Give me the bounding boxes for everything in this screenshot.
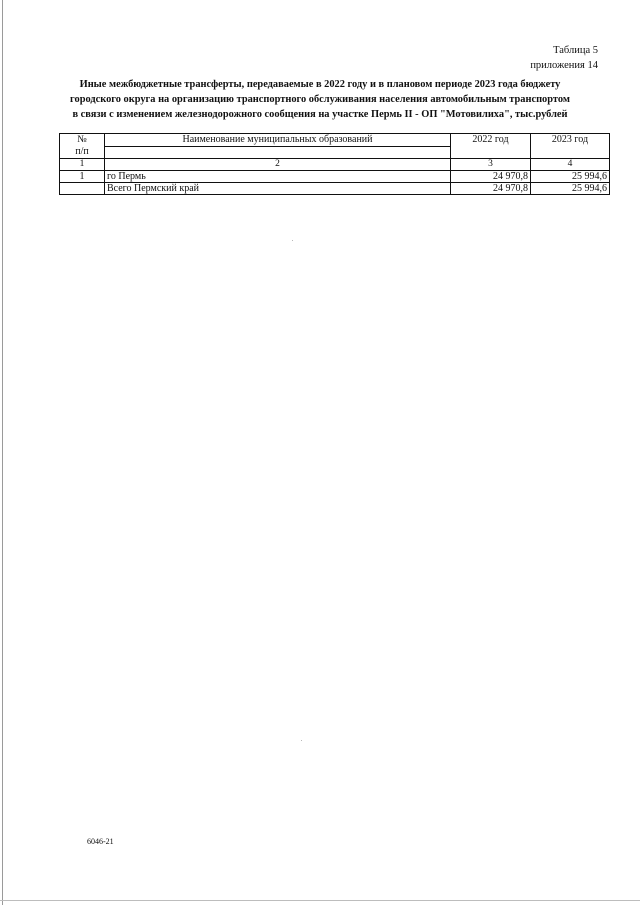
total-row: [60, 183, 610, 195]
page-edge: [2, 0, 3, 905]
row-name: Всего Пермский край: [105, 183, 451, 195]
row-num: 1: [60, 171, 105, 183]
appendix-number: приложения 14: [530, 60, 598, 71]
column-index: 4: [531, 159, 610, 171]
header-2023: 2023 год: [531, 134, 610, 159]
header-name: Наименование муниципальных образований: [105, 134, 451, 147]
document-title: [30, 77, 610, 122]
header-name-blank: [105, 146, 451, 159]
row-value-2022: 24 970,8: [451, 171, 531, 183]
column-index-row: [60, 159, 610, 171]
title-line-2: городского округа на организацию транспортного обслуживания населения автомобильным транспортом: [70, 94, 570, 105]
transfers-table: [59, 133, 610, 195]
document-code: 6046-21: [87, 837, 114, 846]
table-header-row: [60, 134, 610, 147]
table-reference: [440, 43, 598, 73]
total-value-2022: 24 970,8: [451, 183, 531, 195]
header-num-line-2: п/п: [75, 146, 89, 157]
column-index: 3: [451, 159, 531, 171]
row-num: [60, 183, 105, 195]
total-value-2023: 25 994,6: [531, 183, 610, 195]
column-index: 2: [105, 159, 451, 171]
scan-speck: [292, 240, 293, 241]
title-line-3: в связи с изменением железнодорожного сообщения на участке Пермь II - ОП "Мотовилиха", тыс.рублей: [72, 109, 568, 120]
header-2022: 2022 год: [451, 134, 531, 159]
table-number: Таблица 5: [553, 45, 598, 56]
column-index: 1: [60, 159, 105, 171]
table-row: [60, 171, 610, 183]
scan-speck: [301, 740, 302, 741]
row-value-2023: 25 994,6: [531, 171, 610, 183]
title-line-1: Иные межбюджетные трансферты, передаваемые в 2022 году и в плановом периоде 2023 года бюджету: [79, 79, 561, 90]
header-num-line-1: №: [77, 134, 87, 145]
page-edge-bottom: [0, 900, 640, 901]
row-name: го Пермь: [105, 171, 451, 183]
header-num: [60, 134, 105, 159]
